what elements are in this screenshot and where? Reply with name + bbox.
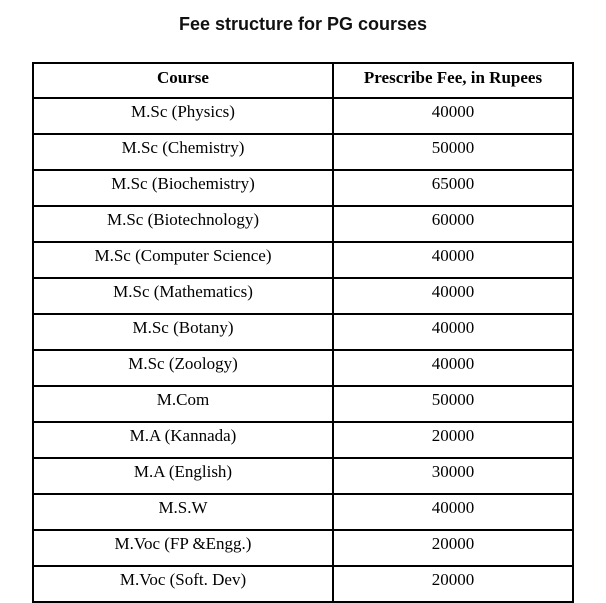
table-row [33, 458, 573, 494]
fee-cell: 40000 [333, 314, 573, 350]
course-cell: M.Sc (Computer Science) [33, 242, 333, 278]
fee-cell: 20000 [333, 422, 573, 458]
course-cell: M.Sc (Zoology) [33, 350, 333, 386]
table-row [33, 566, 573, 602]
table-row [33, 98, 573, 134]
table-row [33, 170, 573, 206]
fee-table [32, 62, 574, 603]
course-cell: M.Sc (Mathematics) [33, 278, 333, 314]
fee-cell: 40000 [333, 242, 573, 278]
table-row [33, 134, 573, 170]
fee-cell: 20000 [333, 566, 573, 602]
fee-cell: 40000 [333, 350, 573, 386]
column-header-fee: Prescribe Fee, in Rupees [333, 63, 573, 98]
table-row [33, 386, 573, 422]
course-cell: M.Voc (Soft. Dev) [33, 566, 333, 602]
table-row [33, 242, 573, 278]
table-row [33, 422, 573, 458]
header-row [33, 63, 573, 98]
fee-cell: 40000 [333, 98, 573, 134]
course-cell: M.Sc (Botany) [33, 314, 333, 350]
course-cell: M.Sc (Biochemistry) [33, 170, 333, 206]
page-title: Fee structure for PG courses [178, 14, 428, 34]
course-cell: M.A (English) [33, 458, 333, 494]
fee-cell: 65000 [333, 170, 573, 206]
fee-table-body [33, 98, 573, 602]
course-cell: M.Sc (Chemistry) [33, 134, 333, 170]
course-cell: M.Com [33, 386, 333, 422]
fee-cell: 40000 [333, 494, 573, 530]
table-row [33, 350, 573, 386]
fee-cell: 30000 [333, 458, 573, 494]
course-cell: M.A (Kannada) [33, 422, 333, 458]
course-cell: M.S.W [33, 494, 333, 530]
table-row [33, 530, 573, 566]
course-cell: M.Sc (Biotechnology) [33, 206, 333, 242]
table-row [33, 206, 573, 242]
course-cell: M.Sc (Physics) [33, 98, 333, 134]
fee-cell: 60000 [333, 206, 573, 242]
column-header-course: Course [33, 63, 333, 98]
table-row [33, 278, 573, 314]
fee-cell: 50000 [333, 386, 573, 422]
fee-cell: 20000 [333, 530, 573, 566]
table-row [33, 494, 573, 530]
table-row [33, 314, 573, 350]
fee-cell: 40000 [333, 278, 573, 314]
course-cell: M.Voc (FP &Engg.) [33, 530, 333, 566]
fee-cell: 50000 [333, 134, 573, 170]
